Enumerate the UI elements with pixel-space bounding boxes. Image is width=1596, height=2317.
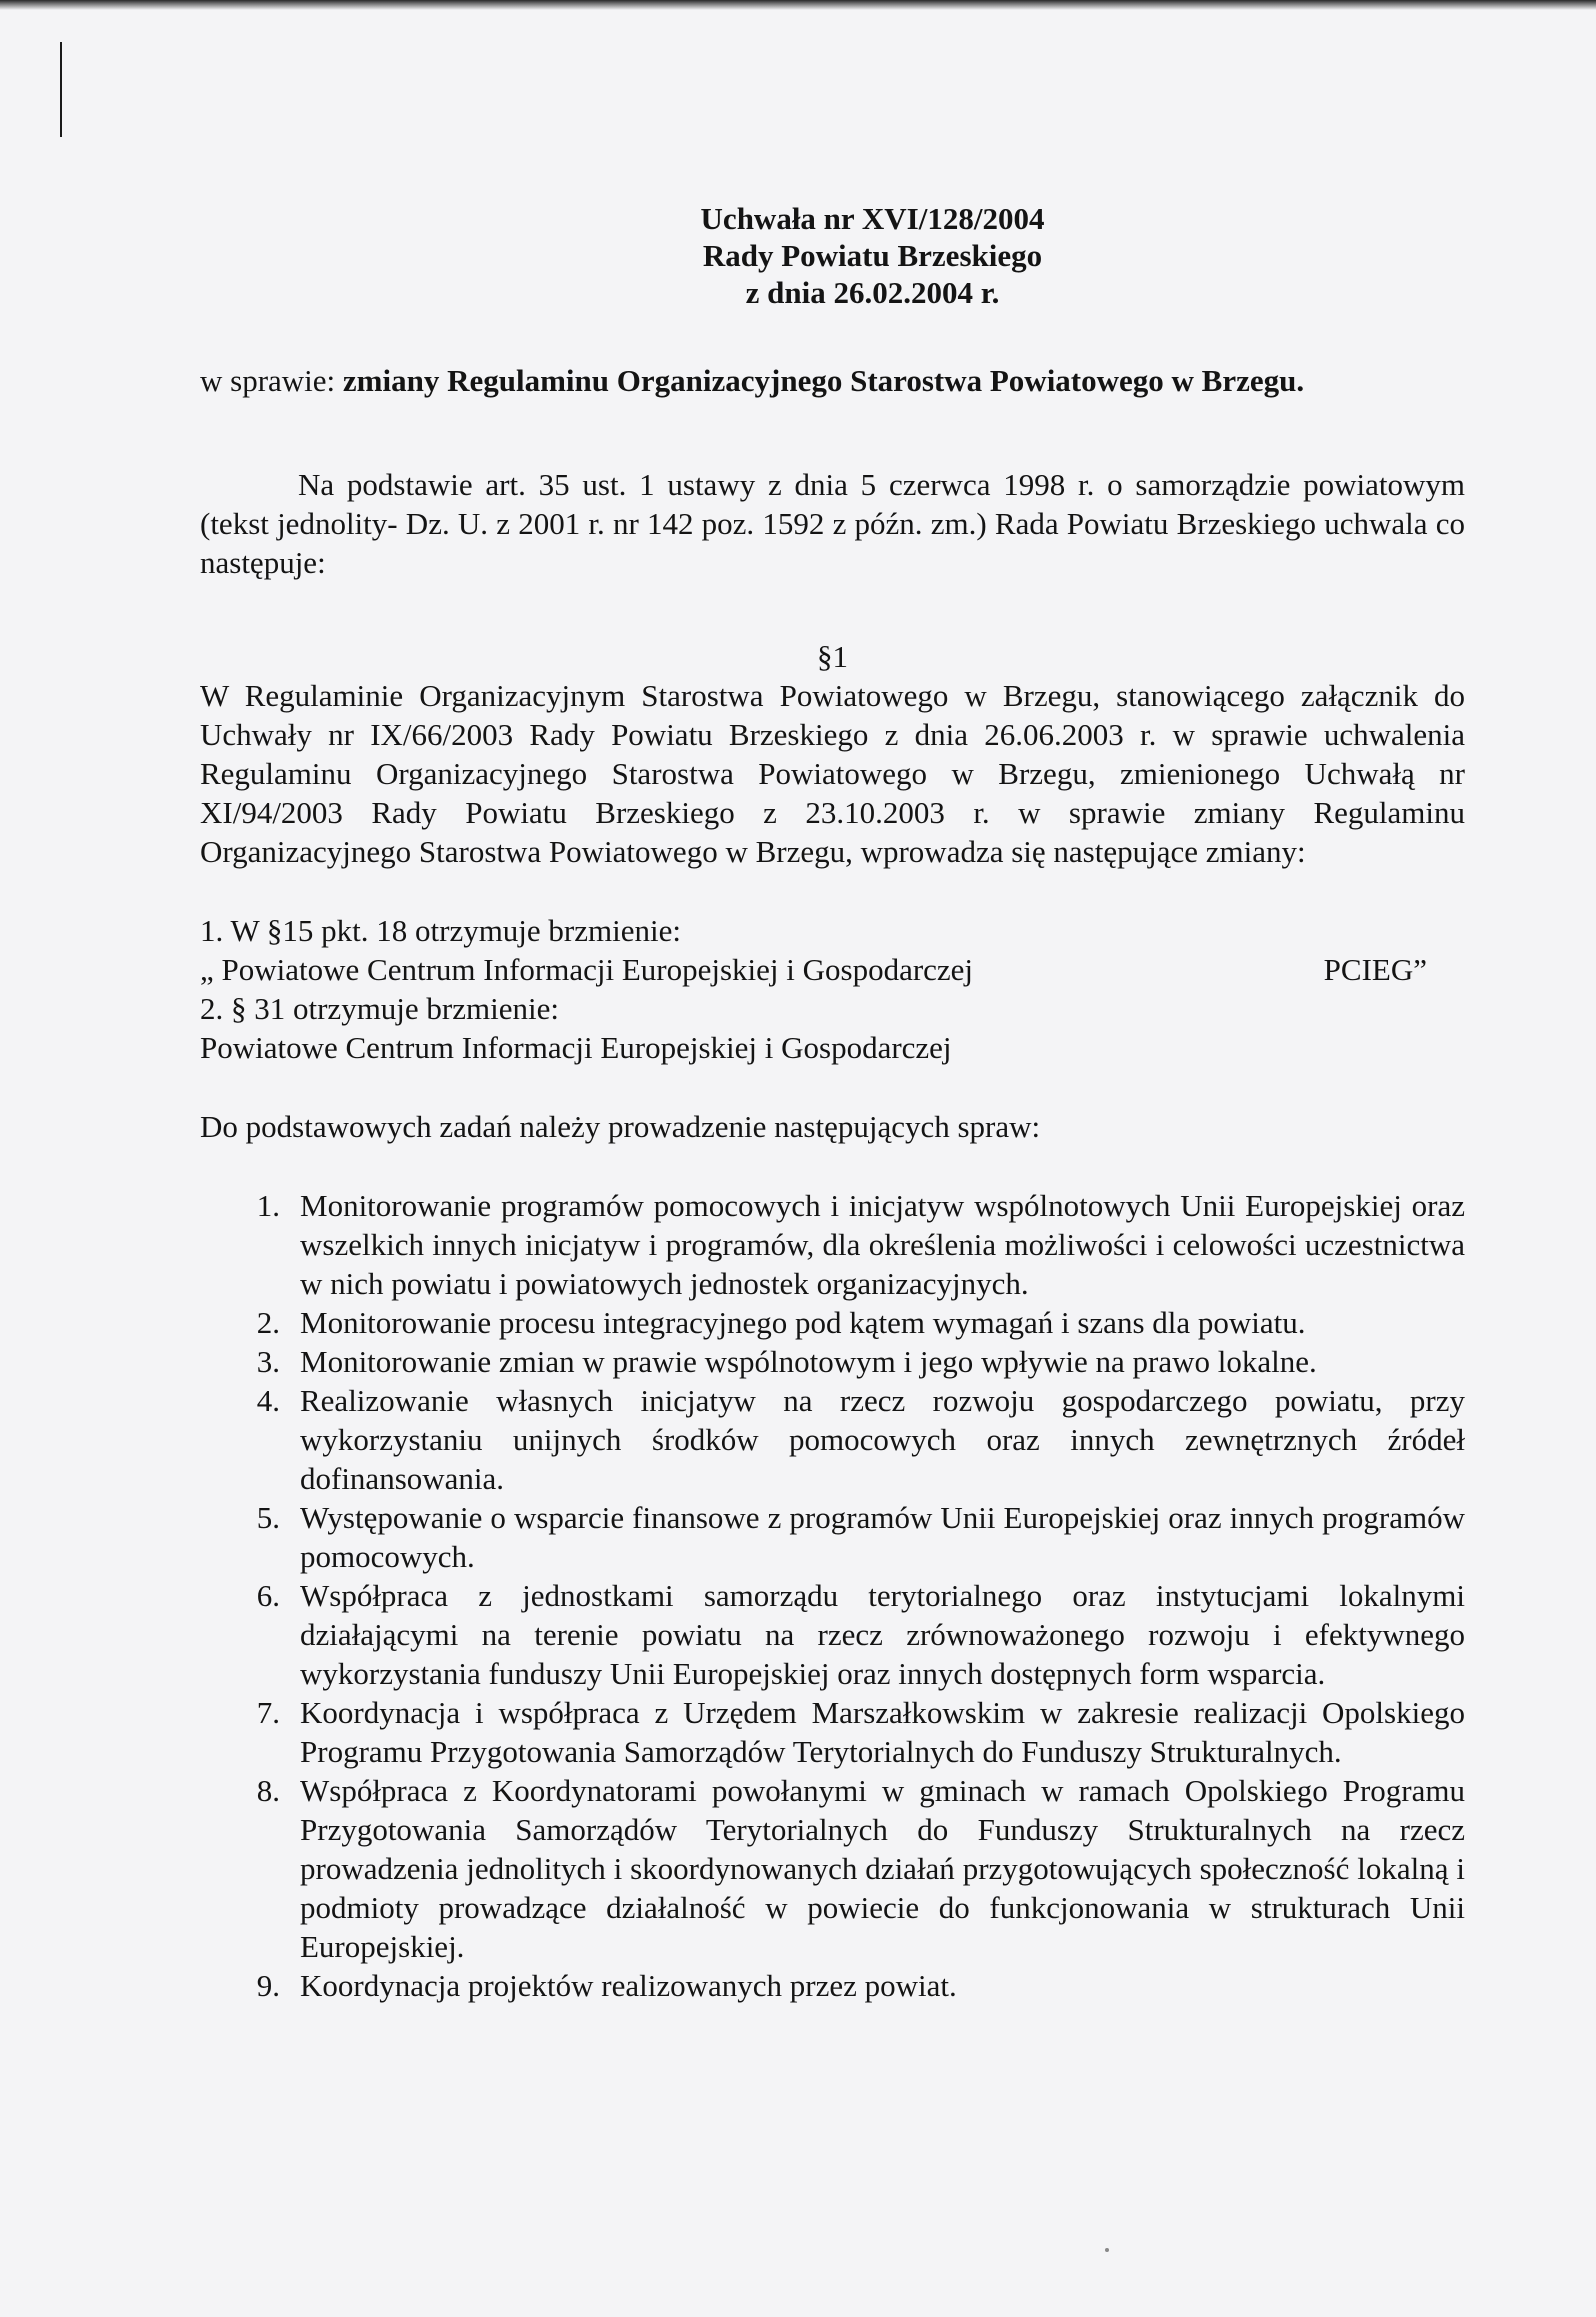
list-item [200, 1186, 1465, 1303]
tasks-list [200, 1186, 1465, 2005]
list-item-number: 6. [256, 1578, 280, 1613]
section-1-mark: §1 [817, 639, 848, 674]
resolution-header [280, 200, 1465, 311]
change-item-1-abbr: PCIEG” [1323, 952, 1427, 987]
subject-prefix: w sprawie: [200, 363, 343, 398]
change-item-1-name: „ Powiatowe Centrum Informacji Europejskiej i Gospodarczej [200, 952, 974, 987]
legal-basis-text: Na podstawie art. 35 ust. 1 ustawy z dnia 5 czerwca 1998 r. o samorządzie powiatowym (tekst jednolity- Dz. U. z 2001 r. nr 142 poz. 1592 z późn. zm.) Rada Powiatu Brzeskiego uchwala co następuje: [200, 467, 1465, 580]
list-item-text: Występowanie o wsparcie finansowe z programów Unii Europejskiej oraz innych programów pomocowych. [300, 1500, 1465, 1574]
scan-top-edge [0, 0, 1596, 10]
change-item-1-value [200, 950, 1465, 989]
list-item-text: Monitorowanie programów pomocowych i inicjatyw wspólnotowych Unii Europejskiej oraz wszelkich innych inicjatyw i programów, dla określenia możliwości i celowości uczestnictwa w nich powiatu i powiatowych jednostek organizacyjnych. [300, 1188, 1465, 1301]
list-item-text: Monitorowanie procesu integracyjnego pod kątem wymagań i szans dla powiatu. [300, 1305, 1306, 1340]
list-item [200, 1381, 1465, 1498]
list-item-text: Współpraca z Koordynatorami powołanymi w gminach w ramach Opolskiego Programu Przygotowania Samorządów Terytorialnych do Funduszy Strukturalnych na rzecz prowadzenia jednolitych i skoordynowanych działań przygotowujących społeczność lokalną i podmioty prowadzące działalność w powiecie do funkcjonowania w strukturach Unii Europejskiej. [300, 1773, 1465, 1964]
change-item-1: 1. W §15 pkt. 18 otrzymuje brzmienie: [200, 913, 681, 948]
list-item [200, 1693, 1465, 1771]
resolution-issuer: Rady Powiatu Brzeskiego [702, 238, 1043, 273]
list-item [200, 1303, 1465, 1342]
list-item [200, 1771, 1465, 1966]
list-item [200, 1576, 1465, 1693]
changes-list [200, 911, 1465, 1067]
list-item [200, 1498, 1465, 1576]
list-item [200, 1966, 1465, 2005]
list-item-text: Realizowanie własnych inicjatyw na rzecz rozwoju gospodarczego powiatu, przy wykorzystaniu unijnych środków pomocowych oraz innych zewnętrznych źródeł dofinansowania. [300, 1383, 1465, 1496]
margin-mark [60, 42, 62, 137]
resolution-subject [200, 361, 1465, 400]
list-item-number: 3. [256, 1344, 280, 1379]
list-item-number: 5. [256, 1500, 280, 1535]
list-item-number: 2. [256, 1305, 280, 1340]
list-item-number: 1. [256, 1188, 280, 1223]
list-item-number: 4. [256, 1383, 280, 1418]
list-item-number: 8. [256, 1773, 280, 1808]
list-item-text: Monitorowanie zmian w prawie wspólnotowym i jego wpływie na prawo lokalne. [300, 1344, 1317, 1379]
section-1-text: W Regulaminie Organizacyjnym Starostwa Powiatowego w Brzegu, stanowiącego załącznik do Uchwały nr IX/66/2003 Rady Powiatu Brzeskiego z dnia 26.06.2003 r. w sprawie uchwalenia Regulaminu Organizacyjnego Starostwa Powiatowego w Brzegu, zmienionego Uchwałą nr XI/94/2003 Rady Powiatu Brzeskiego z 23.10.2003 r. w sprawie zmiany Regulaminu Organizacyjnego Starostwa Powiatowego w Brzegu, wprowadza się następujące zmiany: [200, 678, 1465, 869]
list-item-text: Koordynacja i współpraca z Urzędem Marszałkowskim w zakresie realizacji Opolskiego Programu Przygotowania Samorządów Terytorialnych do Funduszy Strukturalnych. [300, 1695, 1465, 1769]
document-page [200, 200, 1465, 2005]
list-item-number: 9. [256, 1968, 280, 2003]
subject-text: zmiany Regulaminu Organizacyjnego Starostwa Powiatowego w Brzegu. [342, 363, 1305, 398]
resolution-title: Uchwała nr XVI/128/2004 [700, 201, 1045, 236]
list-item-text: Koordynacja projektów realizowanych przez powiat. [300, 1968, 957, 2003]
legal-basis [200, 465, 1465, 582]
change-item-2-name: Powiatowe Centrum Informacji Europejskiej i Gospodarczej [200, 1030, 952, 1065]
list-item-text: Współpraca z jednostkami samorządu terytorialnego oraz instytucjami lokalnymi działającymi na terenie powiatu na rzecz zrównoważonego rozwoju i efektywnego wykorzystania funduszy Unii Europejskiej oraz innych dostępnych form wsparcia. [300, 1578, 1465, 1691]
scan-speck [1105, 2248, 1109, 2252]
tasks-intro: Do podstawowych zadań należy prowadzenie następujących spraw: [200, 1109, 1041, 1144]
list-item-number: 7. [256, 1695, 280, 1730]
change-item-2: 2. § 31 otrzymuje brzmienie: [200, 991, 559, 1026]
resolution-date: z dnia 26.02.2004 r. [745, 275, 1000, 310]
list-item [200, 1342, 1465, 1381]
